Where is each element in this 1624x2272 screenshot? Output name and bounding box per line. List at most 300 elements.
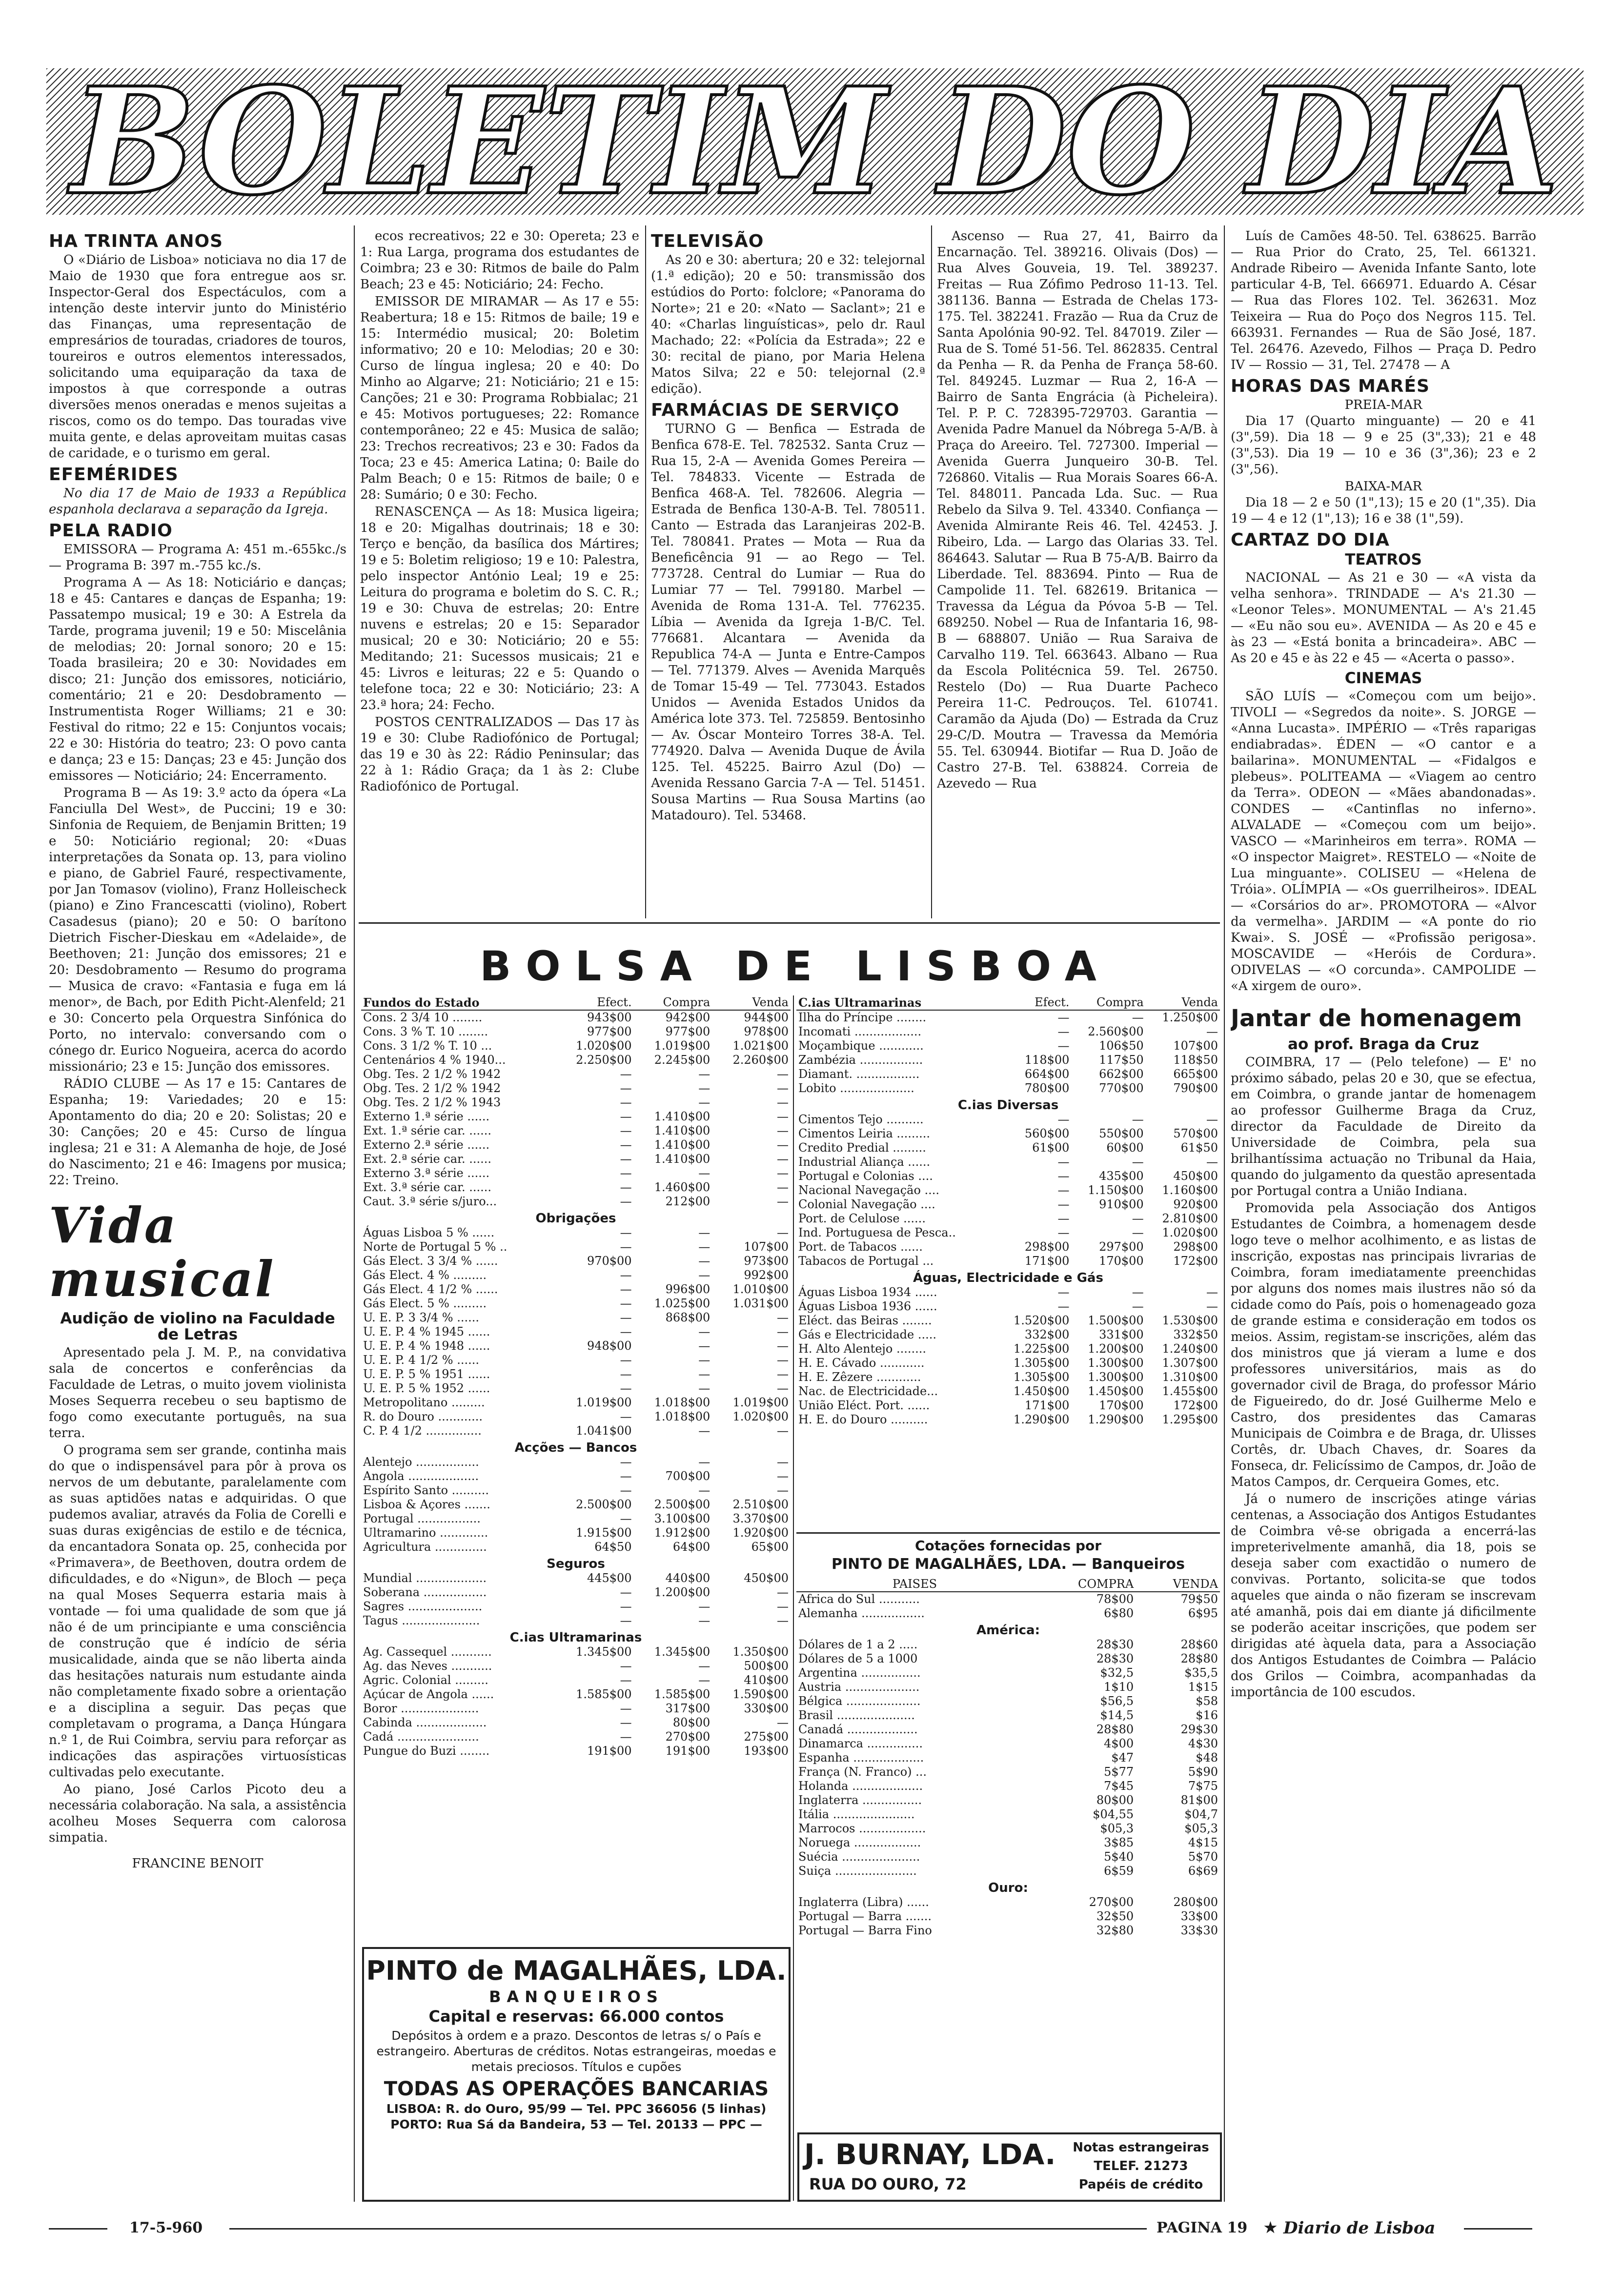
table-cell: —: [1206, 1285, 1218, 1299]
ad-burnay: [797, 2132, 1222, 2202]
table-cell: 1.250$00: [1162, 1011, 1218, 1024]
table-cell: 1.305$00: [1013, 1370, 1070, 1384]
table-cell: 992$00: [744, 1268, 789, 1282]
table-row: [796, 1864, 1220, 1878]
table-cell: —: [777, 1614, 789, 1627]
table-row: [796, 1356, 1220, 1370]
row-label: C. P. 4 1/2 ...............: [363, 1424, 482, 1438]
table-header: [361, 995, 791, 1010]
row-label: Colonial Navegação ....: [798, 1197, 935, 1211]
row-label: Cons. 3 1/2 % T. 10 ...: [363, 1039, 492, 1053]
table-row: [796, 1053, 1220, 1067]
column-rule: [1224, 225, 1225, 2202]
table-cell: —: [1057, 1212, 1070, 1225]
table-row: [361, 1744, 791, 1758]
table-cell: —: [620, 1659, 632, 1673]
table-group-row: [796, 1878, 1220, 1895]
table-row: [361, 1469, 791, 1483]
table-cell: 1.305$00: [1013, 1356, 1070, 1370]
table-cell: 191$00: [665, 1744, 710, 1758]
table-cell: —: [620, 1152, 632, 1166]
table-cell: $56,5: [1100, 1694, 1134, 1708]
table-cell: —: [777, 1585, 789, 1599]
table-row: [361, 1353, 791, 1367]
row-label: R. do Douro ............: [363, 1410, 483, 1423]
table-cell: 410$00: [744, 1673, 789, 1687]
table-row: [796, 1399, 1220, 1413]
table-cell: —: [698, 1095, 710, 1109]
table-cell: —: [777, 1339, 789, 1353]
table-group-row: [361, 1438, 791, 1455]
table-cell: —: [777, 1600, 789, 1613]
row-label: U. E. P. 4 % 1948 ......: [363, 1339, 490, 1353]
table-cell: —: [620, 1282, 632, 1296]
row-label: U. E. P. 4 1/2 % ......: [363, 1353, 479, 1367]
table-cell: 560$00: [1024, 1127, 1070, 1140]
table-cell: 80$00: [1096, 1793, 1134, 1807]
table-cell: 550$00: [1099, 1127, 1144, 1140]
table-row: [796, 1155, 1220, 1169]
table-cell: 61$50: [1180, 1141, 1218, 1155]
table-cell: 171$00: [1024, 1254, 1070, 1268]
table-row: [796, 1909, 1220, 1924]
row-label: Alemanha .................: [798, 1606, 925, 1620]
table-row: [361, 1424, 791, 1438]
table-cell: 6$59: [1104, 1864, 1134, 1878]
table-cell: —: [1057, 1113, 1070, 1126]
row-label: Cons. 3 % T. 10 ........: [363, 1025, 488, 1038]
column-rule: [931, 225, 932, 918]
col-header: VENDA: [1136, 1577, 1220, 1592]
table-rule: [793, 995, 794, 2201]
row-label: Inglaterra ................: [798, 1793, 922, 1807]
table-cell: 1.295$00: [1162, 1413, 1218, 1426]
table-cell: 1.019$00: [654, 1039, 710, 1053]
row-label: Gás e Electricidade .....: [798, 1328, 937, 1341]
table-cell: —: [620, 1110, 632, 1123]
table-row: [361, 1645, 791, 1659]
ad-pinto-operacoes: TODAS AS OPERAÇÕES BANCARIAS: [384, 2078, 769, 2100]
table-row: [361, 1673, 791, 1687]
ad-burnay-name: J. BURNAY, LDA.: [804, 2138, 1056, 2171]
table-cell: 5$77: [1104, 1765, 1134, 1779]
table-cell: —: [698, 1600, 710, 1613]
table-cell: 2.260$00: [732, 1053, 789, 1067]
table-cell: 170$00: [1099, 1254, 1144, 1268]
table-row: [361, 1067, 791, 1081]
table-row: [361, 1540, 791, 1554]
radio-emissora: EMISSORA — Programa A: 451 m.-655kc./s — Programa B: 397 m.-755 kc./s.: [49, 542, 346, 573]
footer-rule: [49, 2228, 107, 2230]
group-label: Ouro:: [988, 1881, 1028, 1895]
table-cell: —: [698, 1254, 710, 1268]
table-cell: 79$50: [1180, 1592, 1218, 1606]
row-label: U. E. P. 5 % 1951 ......: [363, 1367, 490, 1381]
article-audicao-3: Ao piano, José Carlos Picoto deu a necessária colaboração. Na sala, a assistência acolheu Moses Sequerra com calorosa simpatia.: [49, 1782, 346, 1845]
article-trinta-anos: O «Diário de Lisboa» noticiava no dia 17 de Maio de 1930 que fora entregue aos sr. Inspector-Geral dos Espectáculos, com a intenção deste intervir junto do Ministério das Finanças, uma representação de empresários de touradas, criadores de touros, toureiros e outros elementos interessados, solicitando uma equiparação da taxa de impostos à que corresponde a outras diversões menos oneradas e menos sujeitas a riscos, como os do tempo. Das touradas vive muita gente, e delas aproveitam muitas casas de caridade, e o turismo em geral.: [49, 253, 346, 461]
table-cell: —: [1057, 1183, 1070, 1197]
table-row: [796, 1652, 1220, 1666]
table-cell: 275$00: [744, 1730, 789, 1744]
radio-programa-a: Programa A — As 18: Noticiário e danças; 18 e 45: Cantares e danças de Espanha; 19: Passatempo musical; 19 e 30: A Estrela da Tarde, programa juvenil; 19 e 50: Miscelânia de melodias; 20: Jornal sonoro; 20 e 15: Toada brasileira; 20 e 30: Novidades em disco; 21: Junção dos emissores, noticiário, comentário; 21 e 20: Desdobramento — Instrumentista Roger Williams; 21 e 30: Festival do ritmo; 22 e 15: Conjuntos vocais; 22 e 30: História do teatro; 23: O povo canta e dança; 23 e 15: Danças; 23 e 45: Junção dos emissores — Noticiário; 24: Encerramento.: [49, 575, 346, 783]
table-cell: —: [1057, 1299, 1070, 1313]
table-cell: 1.200$00: [654, 1585, 710, 1599]
table-cell: —: [620, 1367, 632, 1381]
table-cell: $35,5: [1184, 1666, 1218, 1680]
table-cell: —: [698, 1353, 710, 1367]
table-row: [796, 1807, 1220, 1822]
table-cell: 81$00: [1180, 1793, 1218, 1807]
row-label: Norte de Portugal 5 % ..: [363, 1240, 508, 1254]
row-label: Metropolitano .........: [363, 1396, 485, 1409]
row-label: União Eléct. Port. ......: [798, 1399, 930, 1412]
group-label: América:: [976, 1623, 1040, 1638]
table-cell: 978$00: [744, 1025, 789, 1038]
row-label: U. E. P. 3 3/4 % ......: [363, 1311, 479, 1324]
table-cell: 4$30: [1188, 1737, 1218, 1750]
table-row: [796, 1285, 1220, 1299]
table-cell: —: [777, 1353, 789, 1367]
heading-radio: PELA RADIO: [49, 521, 173, 541]
table-cell: $05,3: [1184, 1822, 1218, 1835]
table-cell: —: [698, 1659, 710, 1673]
table-cell: —: [620, 1081, 632, 1095]
table-cell: 1.019$00: [732, 1396, 789, 1409]
row-label: Portugal e Colonias ....: [798, 1169, 933, 1183]
table-cell: —: [698, 1268, 710, 1282]
row-label: Ilha do Príncipe ........: [798, 1011, 927, 1024]
row-label: Gás Elect. 5 % .........: [363, 1297, 487, 1310]
masthead-title: BOLETIM DO DIA: [66, 68, 1560, 215]
table-row: [361, 1180, 791, 1195]
article-televisao: As 20 e 30: abertura; 20 e 32: telejornal (1.ª edição); 20 e 50: transmissão dos estúdios do Porto: folclore; «Panorama do Norte»; 21 e 20: «Nato — Saclant»; 21 e 40: «Charlas linguísticas», pelo dr. Raul Machado; 22: «Polícia da Estrada»; 22 e 30: recital de piano, por Maria Helena Matos Silva; 22 e 50: telejornal (2.ª edição).: [651, 253, 925, 396]
row-label: Sagres ....................: [363, 1600, 483, 1613]
row-label: Obg. Tes. 2 1/2 % 1942: [363, 1067, 501, 1081]
row-label: Boror .....................: [363, 1702, 479, 1715]
row-label: Holanda ...................: [798, 1779, 923, 1793]
table-cell: —: [620, 1095, 632, 1109]
row-label: Noruega ..................: [798, 1836, 921, 1849]
table-row: [361, 1039, 791, 1053]
table-group-row: [796, 1095, 1220, 1113]
table-row: [361, 1110, 791, 1124]
table-row: [796, 1226, 1220, 1240]
table-cell: 2.560$00: [1088, 1025, 1144, 1038]
table-cell: 28$80: [1180, 1652, 1218, 1665]
article-jantar-1: COIMBRA, 17 — (Pelo telefone) — E' no próximo sábado, pelas 20 e 30, que se efectua, em Coimbra, o grande jantar de homenagem ao professor Guilherme Braga da Cruz, director da Faculdade de Direito da Universidade de Coimbra, pela sua brilhantíssima actuação no Tribunal da Haia, quando do julgamento da questão apresentada por Portugal contra a União Indiana.: [1231, 1055, 1536, 1198]
bolsa-title: BOLSA DE LISBOA: [480, 942, 1111, 990]
table-cell: —: [620, 1614, 632, 1627]
table-cell: 1.019$00: [576, 1396, 632, 1409]
table-row: [361, 1716, 791, 1730]
table-cell: —: [698, 1325, 710, 1339]
table-cell: 1.460$00: [654, 1180, 710, 1194]
table-cell: 5$90: [1188, 1765, 1218, 1779]
table-row: [796, 1254, 1220, 1268]
heading-efemerides: EFEMÉRIDES: [49, 465, 179, 485]
row-label: Industrial Aliança ......: [798, 1155, 931, 1169]
table-cell: 212$00: [665, 1195, 710, 1208]
table-cell: —: [620, 1716, 632, 1729]
footer-date: 17-5-960: [129, 2219, 203, 2236]
table-cell: —: [620, 1730, 632, 1744]
table-cell: —: [620, 1268, 632, 1282]
table-row: [361, 1311, 791, 1325]
table-cell: 28$30: [1096, 1652, 1134, 1665]
table-cell: 33$30: [1180, 1924, 1218, 1937]
table-cell: 1.350$00: [732, 1645, 789, 1659]
table-cell: 1.410$00: [654, 1138, 710, 1152]
table-row: [796, 1723, 1220, 1737]
table-row: [796, 1183, 1220, 1197]
table-row: [796, 1924, 1220, 1938]
table-row: [361, 1095, 791, 1110]
column-5: [1231, 228, 1536, 2200]
row-label: Espanha ...................: [798, 1751, 924, 1765]
table-cell: 2.245$00: [654, 1053, 710, 1067]
table-cell: 1.410$00: [654, 1124, 710, 1137]
table-cell: 191$00: [587, 1744, 632, 1758]
table-row: [796, 1113, 1220, 1127]
bolsa-left-table: [361, 995, 791, 1932]
table-row: [361, 1730, 791, 1744]
table-cell: —: [698, 1455, 710, 1469]
group-label: C.ias Ultramarinas: [509, 1630, 642, 1645]
table-cell: 450$00: [744, 1571, 789, 1585]
table-row: [361, 1410, 791, 1424]
table-cell: 3.370$00: [732, 1512, 789, 1525]
row-label: Pungue do Buzi ........: [363, 1744, 490, 1758]
bolsa-right-table: [796, 995, 1220, 1532]
subheading-jantar: ao prof. Braga da Cruz: [1288, 1035, 1479, 1053]
table-row: [361, 1195, 791, 1209]
col-header: Efect.: [997, 995, 1071, 1010]
table-cell: —: [620, 1353, 632, 1367]
table-cell: 332$50: [1173, 1328, 1218, 1341]
table-row: [361, 1512, 791, 1526]
table-cell: —: [698, 1240, 710, 1254]
col-header: PAISES: [796, 1577, 1033, 1592]
preia-mar-label: PREIA-MAR: [1344, 398, 1422, 412]
row-label: Eléct. das Beiras ........: [798, 1314, 932, 1327]
table-row: [796, 1592, 1220, 1606]
table-row: [361, 1282, 791, 1297]
group-label: Obrigações: [535, 1211, 616, 1226]
table-row: [796, 1708, 1220, 1723]
table-cell: 172$00: [1173, 1254, 1218, 1268]
table-row: [796, 1779, 1220, 1793]
table-cell: —: [777, 1469, 789, 1483]
ad-burnay-tel: TELEF. 21273: [1094, 2159, 1188, 2173]
article-jantar-3: Já o numero de inscrições atinge várias centenas, a Associação dos Antigos Estudantes de Coimbra vê-se obrigada a encerrá-las impreterivelmente amanhã, dia 18, pois se deseja saber com exactidão o numero de convivas. Portanto, solicita-se que todos aqueles que ainda o não fizeram se inscrevam até amanhã, pois dai em diante já dificilmente se poderão aceitar inscrições, que podem ser dirigidas até àquela data, para a Associação dos Antigos Estudantes de Coimbra — Palácio dos Grilos — Coimbra, acompanhadas da importância de 100 escudos.: [1231, 1492, 1536, 1700]
table-row: [361, 1614, 791, 1628]
table-cell: 28$60: [1180, 1638, 1218, 1651]
table-cell: 298$00: [1173, 1240, 1218, 1254]
table-cell: —: [698, 1424, 710, 1438]
table-cell: 1.018$00: [654, 1410, 710, 1423]
table-group-row: [361, 1554, 791, 1571]
table-cell: —: [777, 1455, 789, 1469]
table-cell: $16: [1196, 1708, 1218, 1722]
table-header: [796, 995, 1220, 1010]
col-header: Efect.: [555, 995, 634, 1010]
table-cell: $04,55: [1093, 1807, 1134, 1821]
table-cell: $14,5: [1100, 1708, 1134, 1722]
table-cell: —: [777, 1325, 789, 1339]
table-cell: 942$00: [665, 1011, 710, 1024]
table-row: [361, 1297, 791, 1311]
row-label: Lobito ....................: [798, 1081, 914, 1095]
row-label: Cadá ......................: [363, 1730, 479, 1744]
table-cell: 1.020$00: [1162, 1226, 1218, 1239]
col-header: Venda: [712, 995, 791, 1010]
table-row: [796, 1895, 1220, 1909]
table-row: [361, 1025, 791, 1039]
table-cell: —: [777, 1124, 789, 1137]
table-cell: 1$10: [1104, 1680, 1134, 1694]
column-rule: [354, 225, 355, 2202]
article-audicao-2: O programa sem ser grande, continha mais do que o indispensável para pôr à prova os nervos de um debutante, paralelamente com as suas aptidões natas e adquiridas. O que pudemos avaliar, através da Folia de Corelli e suas duras exigências de estilo e de técnica, da encantadora Sonata op. 25, conhecida por «Primavera», de Beethoven, doutra ordem de dificuldades, e do «Nigun», de Bloch — peça na qual Moses Sequerra estaria mais à vontade — foi uma qualidade de som que já não é de um principiante e uma consciência de construção que é indício de séria musicalidade, ainda que se não liberta ainda das hesitações naturais num estudante ainda não completamente fixado sobre a orientação e a disciplina a seguir. Das peças que completavam o programa, a Dança Húngara n.º 1, de Rui Coimbra, serviu para reforçar as indicações das aspirações virtuosísticas cultivadas pelo executante.: [49, 1443, 346, 1780]
table-row: [796, 1067, 1220, 1081]
table-cell: 1.590$00: [732, 1687, 789, 1701]
table-row: [796, 1010, 1220, 1025]
table-cell: 996$00: [665, 1282, 710, 1296]
table-row: [796, 1606, 1220, 1621]
table-row: [361, 1526, 791, 1540]
row-label: Agricultura ..............: [363, 1540, 487, 1554]
table-cell: 977$00: [665, 1025, 710, 1038]
heading-vida-musical: Vida musical: [49, 1197, 276, 1308]
col-header: Fundos do Estado: [361, 995, 555, 1010]
table-cell: 1.912$00: [654, 1526, 710, 1540]
row-label: Suécia .....................: [798, 1850, 920, 1864]
table-cell: 2.510$00: [732, 1498, 789, 1511]
table-row: [796, 1328, 1220, 1342]
table-row: [361, 1498, 791, 1512]
table-cell: —: [777, 1152, 789, 1166]
table-cell: 2.500$00: [576, 1498, 632, 1511]
table-cell: 32$80: [1096, 1924, 1134, 1937]
row-label: Espírito Santo ..........: [363, 1483, 489, 1497]
group-label: Águas, Electricidade e Gás: [913, 1271, 1103, 1285]
table-cell: 270$00: [665, 1730, 710, 1744]
table-cell: —: [1206, 1113, 1218, 1126]
table-row: [796, 1737, 1220, 1751]
group-label: Seguros: [547, 1557, 605, 1571]
table-cell: 298$00: [1024, 1240, 1070, 1254]
row-label: Agric. Colonial .........: [363, 1673, 488, 1687]
table-cell: —: [1057, 1169, 1070, 1183]
row-label: Ag. das Neves ...........: [363, 1659, 492, 1673]
table-group-row: [361, 1628, 791, 1645]
table-row: [361, 1687, 791, 1702]
table-cell: 944$00: [744, 1011, 789, 1024]
table-cell: —: [620, 1702, 632, 1715]
farmacias-end: Luís de Camões 48-50. Tel. 638625. Barrão — Rua Prior do Crato, 25, Tel. 661321. Andrade Ribeiro — Avenida Infante Santo, lote particular 4-B, Tel. 666971. Eduardo A. César — Rua das Flores 102. Tel. 362631. Moz Teixeira — Rua do Poço dos Negros 115. Tel. 663931. Fernandes — Rua de São José, 187. Tel. 26476. Azevedo, Filhos — Praça D. Pedro IV — Rossio — 31, Tel. 27478 — A: [1231, 229, 1536, 372]
row-label: França (N. Franco) ...: [798, 1765, 927, 1779]
row-label: Austria ....................: [798, 1680, 920, 1694]
table-cell: 317$00: [665, 1702, 710, 1715]
table-cell: 1.915$00: [576, 1526, 632, 1540]
row-label: Argentina ................: [798, 1666, 921, 1680]
row-label: Brasil .....................: [798, 1708, 915, 1722]
table-cell: 118$50: [1173, 1053, 1218, 1067]
article-audicao-1: Apresentado pela J. M. P., na convidativa sala de concertos e conferências da Faculdade de Letras, o muito jovem violinista Moses Sequerra recebeu o seu baptismo de fogo como executante português, na sua terra.: [49, 1345, 346, 1440]
table-row: [361, 1166, 791, 1180]
table-cell: 33$00: [1180, 1909, 1218, 1923]
heading-farmacias: FARMÁCIAS DE SERVIÇO: [651, 400, 900, 420]
radio-continued: ecos recreativos; 22 e 30: Opereta; 23 e 1: Rua Larga, programa dos estudantes de Coimbra; 23 e 30: Ritmos de baile do Palm Beach; 23 e 45: Noticiário; 24: Fecho.: [360, 229, 639, 292]
table-cell: 1.010$00: [732, 1282, 789, 1296]
table-cell: 107$00: [744, 1240, 789, 1254]
table-cell: —: [620, 1483, 632, 1497]
col-header: C.ias Ultramarinas: [796, 995, 997, 1010]
row-label: Dólares de 1 a 2 .....: [798, 1638, 918, 1651]
table-cell: 1.200$00: [1088, 1342, 1144, 1356]
table-cell: 65$00: [751, 1540, 789, 1554]
farmacias-continued: Ascenso — Rua 27, 41, Bairro da Encarnação. Tel. 389216. Olivais (Dos) — Rua Alves Gouveia, 19. Tel. 389237. Freitas — Rua Zófimo Pedroso 11-13. Tel. 381136. Banna — Estrada de Chelas 173-175. Tel. 382241. Frazão — Rua da Cruz de Santa Apolónia 90-92. Tel. 847019. Ziler — Rua de S. Tomé 51-56. Tel. 862835. Central da Penha — R. da Penha de França 58-60. Tel. 849245. Luzmar — Rua 2, 16-A — Bairro de Santa Engrácia (à Picheleira). Tel. P. P. C. 728395-729703. Garantia — Avenida Padre Manuel da Nóbrega 5-A/B. à Praça do Areeiro. Tel. 727300. Imperial — Avenida Guerra Junqueiro 30-B. Tel. 726860. Vitalis — Rua Morais Soares 66-A. Tel. 848011. Pancada Lda. Suc. — Rua Rebelo da Silva 9. Tel. 43340. Confiança — Avenida Almirante Reis 46. Tel. 42453. J. Ribeiro, Lda. — Largo das Olarias 33. Tel. 864643. Salutar — Rua B 75-A/B. Bairro da Liberdade. Tel. 883694. Pinto — Rua de Campolide 11. Tel. 682619. Britanica — Travessa da Légua da Póvoa 5-B — Tel. 689250. Nobel — Rua de Infantaria 16, 98-B — 688807. União — Rua Saraiva de Carvalho 119. Tel. 663643. Albano — Rua da Escola Politécnica 59. Tel. 26750. Restelo (Do) — Rua Duarte Pacheco Pereira 11-C. Pedrouços. Tel. 610741. Caramão da Ajuda (Do) — Estrada da Cruz 29-C/D. Moutra — Travessa da Memória 55. Tel. 630944. Biotifar — Rua D. João de Castro 27-B. Tel. 638824. Correia de Azevedo — Rua: [937, 229, 1218, 791]
row-label: Ext. 2.ª série car. ......: [363, 1152, 492, 1166]
table-cell: 1.450$00: [1013, 1384, 1070, 1398]
row-label: Marrocos ..................: [798, 1822, 926, 1835]
table-cell: 1.450$00: [1088, 1384, 1144, 1398]
table-cell: 450$00: [1173, 1169, 1218, 1183]
row-label: Port. de Celulose ......: [798, 1212, 926, 1225]
group-label: Acções — Bancos: [514, 1440, 637, 1455]
table-cell: 4$00: [1104, 1737, 1134, 1750]
table-row: [796, 1370, 1220, 1384]
cotacoes-firm: PINTO DE MAGALHÃES, LDA. — Banqueiros: [831, 1556, 1185, 1573]
cotacoes-box: [796, 1537, 1220, 2025]
table-row: [796, 1169, 1220, 1183]
row-label: Ag. Cassequel ...........: [363, 1645, 492, 1659]
table-cell: 1.310$00: [1162, 1370, 1218, 1384]
table-cell: —: [1057, 1025, 1070, 1038]
table-cell: —: [620, 1469, 632, 1483]
table-cell: 7$75: [1188, 1779, 1218, 1793]
row-label: Gás Elect. 4 % .........: [363, 1268, 487, 1282]
table-cell: 1.307$00: [1162, 1356, 1218, 1370]
table-cell: —: [1132, 1011, 1144, 1024]
row-label: Cabinda ...................: [363, 1716, 487, 1729]
table-cell: —: [777, 1138, 789, 1152]
table-cell: —: [777, 1483, 789, 1497]
table-cell: 1.520$00: [1013, 1314, 1070, 1327]
table-cell: 7$45: [1104, 1779, 1134, 1793]
table-cell: 330$00: [744, 1702, 789, 1715]
table-cell: —: [620, 1240, 632, 1254]
table-cell: 1.410$00: [654, 1110, 710, 1123]
table-cell: —: [1132, 1285, 1144, 1299]
table-row: [796, 1850, 1220, 1864]
heading-mares: HORAS DAS MARÉS: [1231, 376, 1430, 396]
table-cell: —: [1132, 1155, 1144, 1169]
radio-clube: RÁDIO CLUBE — As 17 e 15: Cantares de Espanha; 19: Variedades; 20 e 15: Apontamento do dia; 20 e 20: Solistas; 20 e 30: Canções; 20 e 45: Curso de língua inglesa; 21 e 31: A Alemanha de hoje, de José do Nascimento; 21 e 46: Imagens por musica; 22: Treino.: [49, 1076, 346, 1188]
table-row: [361, 1600, 791, 1614]
row-label: Cimentos Tejo ..........: [798, 1113, 924, 1126]
table-cell: —: [620, 1455, 632, 1469]
col-header: Venda: [1146, 995, 1220, 1010]
table-cell: —: [698, 1166, 710, 1180]
table-row: [796, 1384, 1220, 1399]
table-cell: —: [1057, 1226, 1070, 1239]
table-cell: 1.455$00: [1162, 1384, 1218, 1398]
row-label: Zambézia .................: [798, 1053, 923, 1067]
table-cell: 1.020$00: [732, 1410, 789, 1423]
table-row: [796, 1822, 1220, 1836]
table-cell: 107$00: [1173, 1039, 1218, 1053]
table-cell: —: [620, 1166, 632, 1180]
